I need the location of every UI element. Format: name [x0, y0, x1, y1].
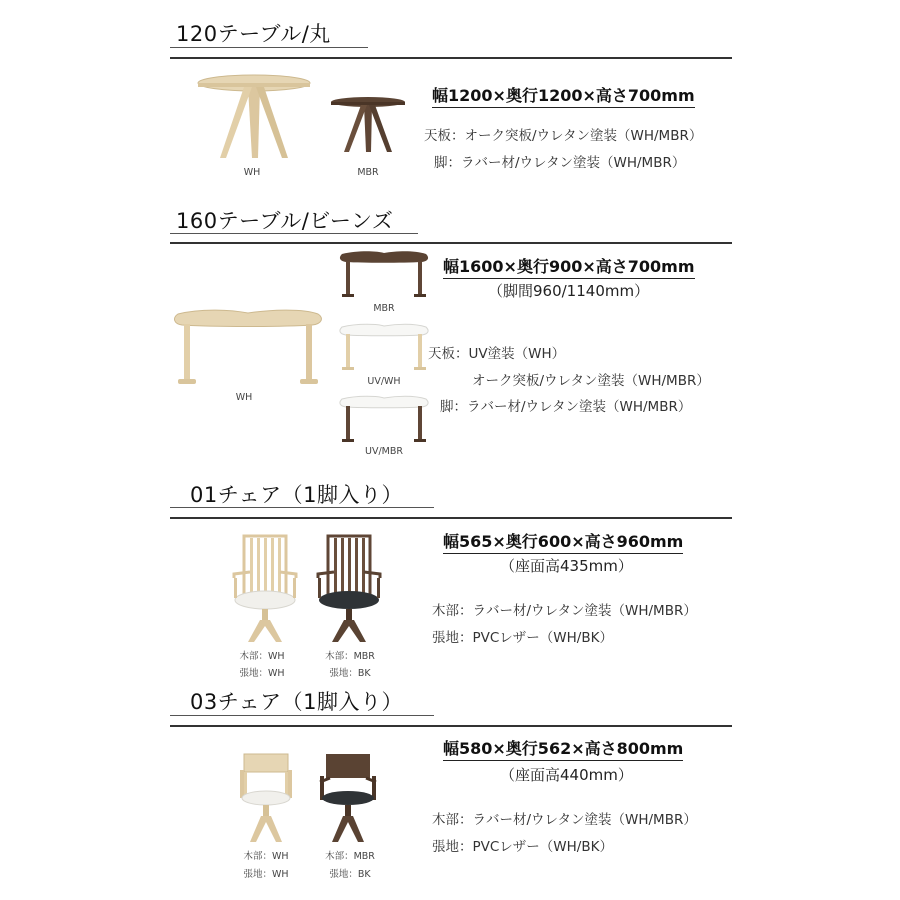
dimensions: 幅1600×奥行900×高さ700mm — [443, 254, 695, 279]
spec-top: 天板：オーク突板/ウレタン塗装（WH/MBR） — [424, 128, 703, 144]
caption-uv-mbr: UV/MBR — [365, 446, 403, 457]
beans-table-wh-image — [172, 308, 324, 390]
dimensions: 幅565×奥行600×高さ960mm — [443, 529, 683, 554]
section-divider — [170, 242, 732, 244]
dimensions: 幅1200×奥行1200×高さ700mm — [432, 83, 695, 108]
title-underline — [170, 507, 434, 508]
round-table-wh-image — [196, 74, 316, 162]
section-title-160-beans-table: 160テーブル/ビーンズ — [176, 209, 394, 233]
caption-uv-wh: UV/WH — [367, 376, 401, 387]
spec-wood: 木部：ラバー材/ウレタン塗装（WH/MBR） — [432, 603, 697, 619]
caption-wh: WH — [235, 392, 253, 403]
spec-leg: 脚：ラバー材/ウレタン塗装（WH/MBR） — [440, 399, 692, 415]
caption-mbr: MBR — [357, 167, 379, 178]
caption-wood: 木部：MBR — [325, 851, 375, 862]
beans-table-uv-mbr-image — [338, 395, 430, 445]
section-divider — [170, 725, 732, 727]
round-table-mbr-image — [330, 96, 406, 154]
seat-height: （座面高440mm） — [500, 766, 633, 784]
title-underline — [170, 233, 418, 234]
spec-wood: 木部：ラバー材/ウレタン塗装（WH/MBR） — [432, 812, 697, 828]
section-divider — [170, 517, 732, 519]
dimensions: 幅580×奥行562×高さ800mm — [443, 736, 683, 761]
chair-03-mbr-image — [316, 752, 380, 844]
section-title-120-round-table: 120テーブル/丸 — [176, 22, 331, 46]
section-title-03-chair: 03チェア（1脚入り） — [190, 690, 403, 714]
caption-mbr: MBR — [373, 303, 395, 314]
spec-fabric: 張地：PVCレザー（WH/BK） — [432, 630, 613, 646]
caption-wood: 木部：WH — [243, 851, 289, 862]
title-underline — [170, 715, 434, 716]
seat-height: （座面高435mm） — [500, 557, 633, 575]
caption-wood: 木部：WH — [239, 651, 285, 662]
chair-01-mbr-image — [314, 534, 384, 644]
title-underline — [170, 47, 368, 48]
spec-leg: 脚：ラバー材/ウレタン塗装（WH/MBR） — [434, 155, 686, 171]
section-title-01-chair: 01チェア（1脚入り） — [190, 483, 403, 507]
beans-table-uv-wh-image — [338, 323, 430, 373]
caption-fabric: 張地：WH — [239, 668, 285, 679]
caption-wood: 木部：MBR — [325, 651, 375, 662]
spec-fabric: 張地：PVCレザー（WH/BK） — [432, 839, 613, 855]
caption-fabric: 張地：BK — [329, 668, 371, 679]
caption-wh: WH — [243, 167, 261, 178]
section-divider — [170, 57, 732, 59]
caption-fabric: 張地：BK — [329, 869, 371, 880]
spec-top-alt: オーク突板/ウレタン塗装（WH/MBR） — [472, 373, 710, 389]
chair-03-wh-image — [236, 752, 296, 844]
beans-table-mbr-image — [338, 250, 430, 300]
spec-top: 天板：UV塗装（WH） — [428, 346, 566, 362]
leg-spacing: （脚間960/1140mm） — [488, 282, 650, 300]
chair-01-wh-image — [230, 534, 300, 644]
caption-fabric: 張地：WH — [243, 869, 289, 880]
